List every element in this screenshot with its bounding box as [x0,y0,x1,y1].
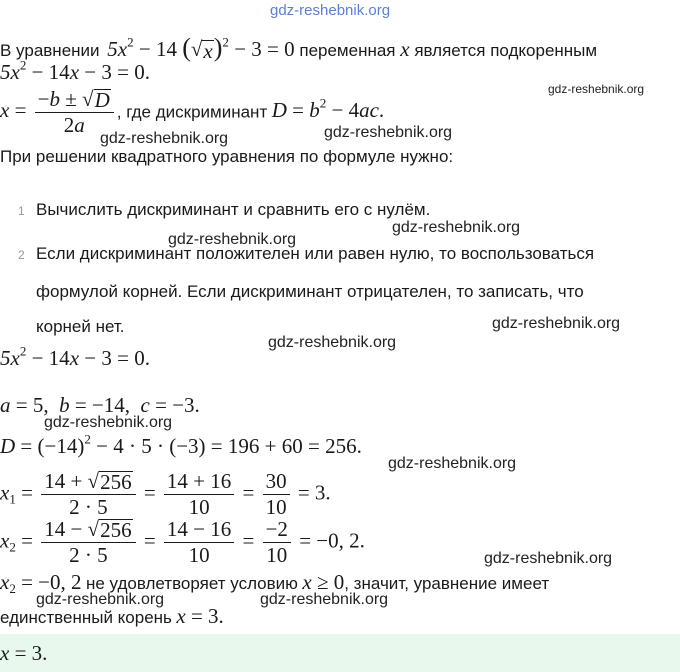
intro-equation: $5x^2 - 14$ ( √ x )$^2$ − 3 = 0 [107,33,295,63]
step-text: Вычислить дискриминант и сравнить его с нулём. [36,200,431,219]
coefficients: a = 5, b = −14, c = −3. [0,393,200,417]
conclusion-text: , значит, уравнение имеет [344,574,550,593]
conclusion-math: $x_2 = -0$, 2 [0,570,82,596]
intro-line [0,33,597,63]
watermark: gdz-reshebnik.org [392,219,521,236]
watermark: gdz-reshebnik.org [484,550,613,567]
watermark: gdz-reshebnik.org [388,455,517,472]
reduced-equation: $5x^2 - 14x - 3 = 0$. [0,57,150,84]
intro-tail: переменная [299,41,396,60]
answer-box [0,634,680,672]
x2-calc: $x_2$ = 14 − √ 256 2 · 5 = $\frac{14 - 16}{10}$ = $\frac{-2}{10}$ = −0, 2. [0,517,365,568]
step-text-line: корней нет. [36,317,125,336]
step-number: 2 [18,248,25,262]
conclusion-line2: единственный корень [0,608,172,627]
discriminant-def: $D = b^2 - 4ac$. [271,95,385,123]
watermark: gdz-reshebnik.org [324,124,453,141]
watermark: gdz-reshebnik.org [260,591,389,608]
answer-text: x = 3. [0,641,48,665]
intro-lead: В уравнении [0,41,100,60]
discriminant-calc: $D = (-14)^2 - 4 \cdot 5 \cdot (-3) = 196 + 60 = 256$. [0,431,362,458]
conclusion-line-2 [0,604,224,629]
watermark: gdz-reshebnik.org [268,334,397,351]
intro-var: x [400,37,410,61]
step-number: 1 [18,204,25,218]
watermark: gdz-reshebnik.org [44,414,173,431]
method-heading: При решении квадратного уравнения по формуле нужно: [0,147,454,166]
root-formula: x = −b ± √ D 2a [0,98,117,122]
watermark: gdz-reshebnik.org [168,231,297,248]
watermark: gdz-reshebnik.org [548,82,645,96]
condition: x ≥ 0 [302,570,345,594]
watermark: gdz-reshebnik.org [492,315,621,332]
unique-root: x = 3. [176,604,224,628]
watermark: gdz-reshebnik.org [270,2,391,19]
step-text-line: формулой корней. Если дискриминант отрицателен, то записать, что [36,282,584,301]
where-text: , где дискриминант [116,102,268,122]
intro-tail2: является подкоренным [414,41,598,60]
solution-equation: $5x^2 - 14x - 3 = 0$. [0,343,150,370]
watermark: gdz-reshebnik.org [100,130,229,147]
x1-calc: $x_1$ = 14 + √ 256 2 · 5 = $\frac{14 + 16}{10}$ = $\frac{30}{10}$ = 3. [0,469,331,520]
conclusion-text: не удовлетворяет условию [85,574,298,593]
watermark: gdz-reshebnik.org [36,591,165,608]
step-text-line: Если дискриминант положителен или равен нулю, то воспользоваться [36,244,595,263]
